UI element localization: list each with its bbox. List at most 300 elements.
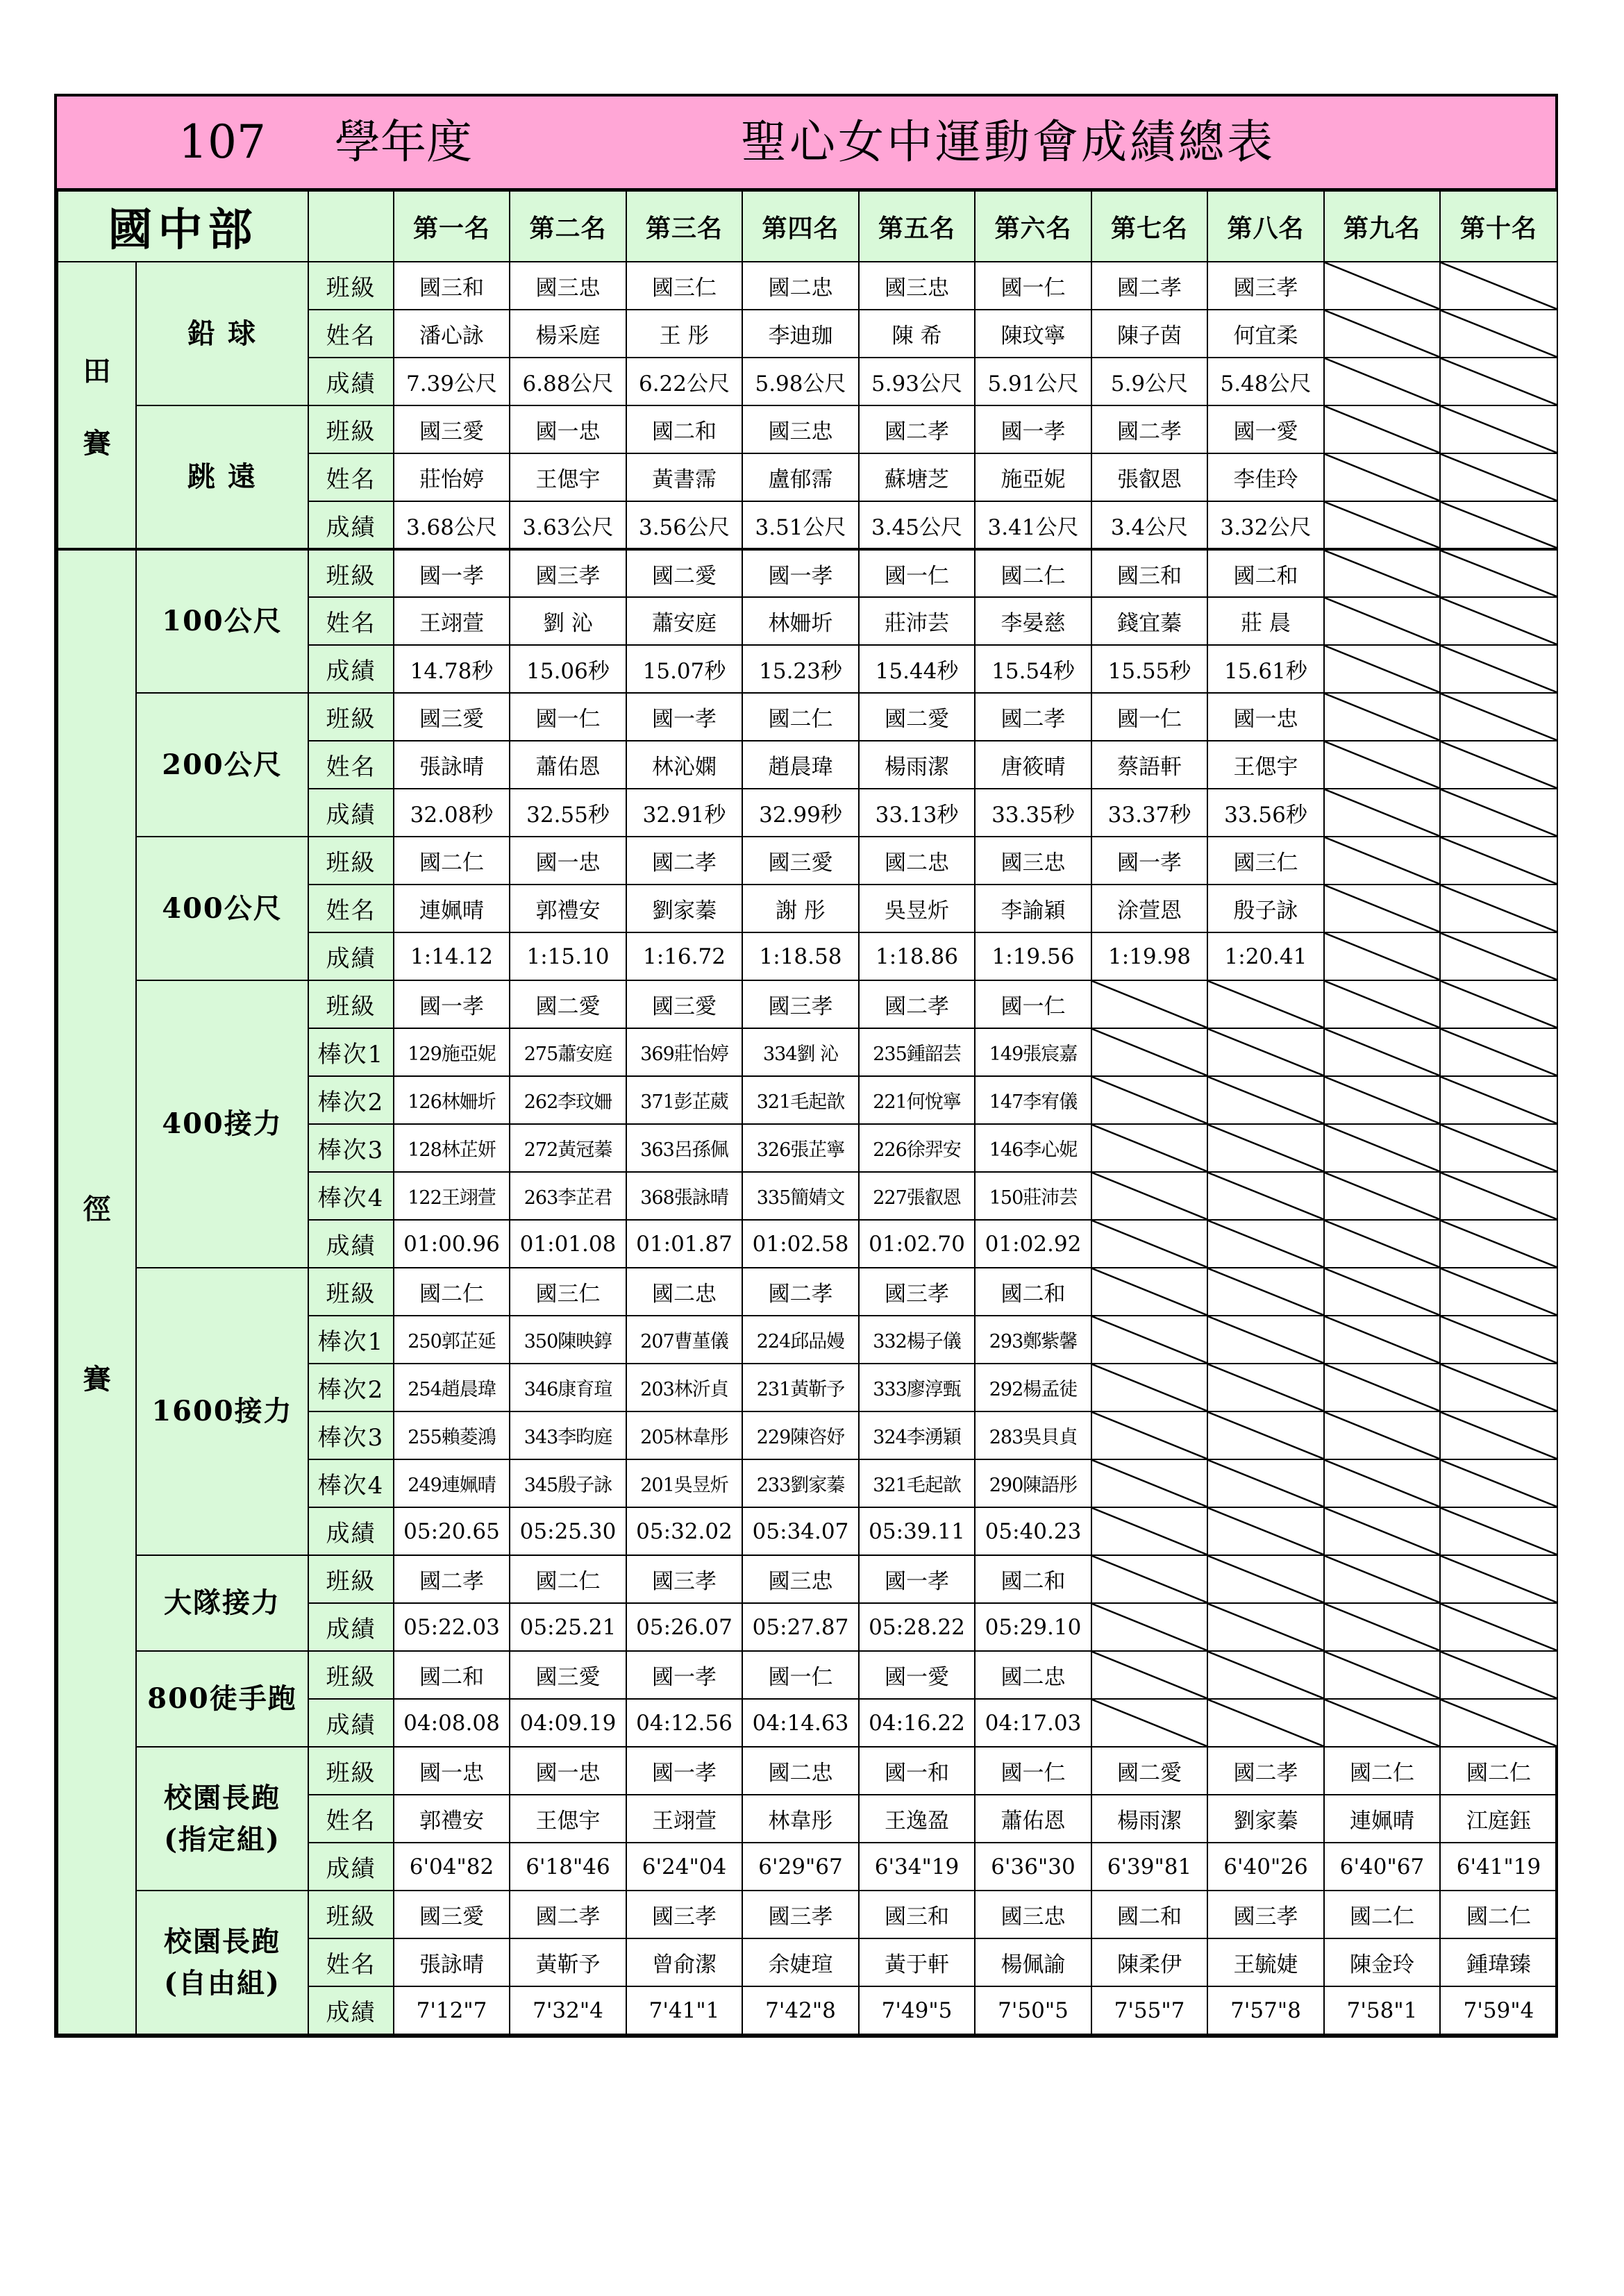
result-cell: 鍾瑋臻 bbox=[1440, 1938, 1557, 1986]
event-name-cell: 100公尺 bbox=[136, 549, 308, 693]
result-cell: 國三愛 bbox=[510, 1651, 626, 1699]
result-cell: 國一仁 bbox=[510, 693, 626, 741]
empty-cell bbox=[1440, 1555, 1557, 1603]
result-cell: 32.55秒 bbox=[510, 789, 626, 837]
result-cell: 黃靳予 bbox=[510, 1938, 626, 1986]
result-cell: 國二孝 bbox=[859, 980, 975, 1028]
result-cell: 國二忠 bbox=[975, 1651, 1091, 1699]
row-label-cell: 棒次3 bbox=[308, 1124, 394, 1172]
result-cell: 國二和 bbox=[394, 1651, 510, 1699]
empty-cell bbox=[1324, 549, 1440, 597]
result-cell: 5.98公尺 bbox=[742, 358, 859, 405]
result-cell: 劉 沁 bbox=[510, 597, 626, 645]
result-cell: 5.9公尺 bbox=[1091, 358, 1207, 405]
result-cell: 368張詠晴 bbox=[626, 1172, 742, 1220]
place-header: 第二名 bbox=[510, 191, 626, 262]
result-cell: 3.4公尺 bbox=[1091, 501, 1207, 549]
row-label-cell: 班級 bbox=[308, 1268, 394, 1316]
result-cell: 國二仁 bbox=[1440, 1747, 1557, 1795]
result-cell: 05:28.22 bbox=[859, 1603, 975, 1651]
result-cell: 莊怡婷 bbox=[394, 453, 510, 501]
result-cell: 郭禮安 bbox=[510, 885, 626, 932]
result-cell: 王 彤 bbox=[626, 310, 742, 358]
result-cell: 莊沛芸 bbox=[859, 597, 975, 645]
results-table bbox=[57, 190, 1558, 2035]
header-row bbox=[58, 191, 1557, 262]
result-cell: 國三孝 bbox=[626, 1891, 742, 1938]
row-label-cell: 成績 bbox=[308, 932, 394, 980]
result-cell: 林韋彤 bbox=[742, 1795, 859, 1843]
result-cell: 6.88公尺 bbox=[510, 358, 626, 405]
empty-cell bbox=[1440, 1316, 1557, 1364]
result-cell: 國二孝 bbox=[742, 1268, 859, 1316]
empty-cell bbox=[1324, 1651, 1440, 1699]
empty-cell bbox=[1324, 885, 1440, 932]
empty-cell bbox=[1207, 1459, 1324, 1507]
empty-cell bbox=[1324, 1507, 1440, 1555]
place-header: 第八名 bbox=[1207, 191, 1324, 262]
result-cell: 國一仁 bbox=[975, 980, 1091, 1028]
place-header: 第五名 bbox=[859, 191, 975, 262]
empty-cell bbox=[1324, 1028, 1440, 1076]
result-cell: 陳玟寧 bbox=[975, 310, 1091, 358]
result-cell: 國三忠 bbox=[510, 262, 626, 310]
result-cell: 149張宸嘉 bbox=[975, 1028, 1091, 1076]
school-year: 107 bbox=[178, 115, 266, 169]
result-cell: 15.07秒 bbox=[626, 645, 742, 693]
result-cell: 國三忠 bbox=[975, 1891, 1091, 1938]
empty-cell bbox=[1440, 980, 1557, 1028]
result-cell: 趙晨瑋 bbox=[742, 741, 859, 789]
row-label-cell: 姓名 bbox=[308, 453, 394, 501]
result-cell: 250郭芷延 bbox=[394, 1316, 510, 1364]
result-cell: 張叡恩 bbox=[1091, 453, 1207, 501]
result-cell: 國一孝 bbox=[975, 405, 1091, 453]
empty-cell bbox=[1207, 1603, 1324, 1651]
result-cell: 國二孝 bbox=[975, 693, 1091, 741]
table-row bbox=[58, 549, 1557, 597]
result-cell: 國三和 bbox=[1091, 549, 1207, 597]
result-cell: 王偲宇 bbox=[510, 453, 626, 501]
result-cell: 國三愛 bbox=[742, 837, 859, 885]
result-cell: 1:19.56 bbox=[975, 932, 1091, 980]
empty-cell bbox=[1440, 645, 1557, 693]
school-year-label: 學年度 bbox=[335, 115, 472, 169]
empty-cell bbox=[1440, 789, 1557, 837]
empty-cell bbox=[1440, 741, 1557, 789]
result-cell: 國二愛 bbox=[626, 549, 742, 597]
empty-cell bbox=[1440, 1364, 1557, 1411]
place-header: 第十名 bbox=[1440, 191, 1557, 262]
result-cell: 01:01.08 bbox=[510, 1220, 626, 1268]
empty-cell bbox=[1324, 741, 1440, 789]
result-cell: 1:14.12 bbox=[394, 932, 510, 980]
row-label-cell: 成績 bbox=[308, 501, 394, 549]
row-label-cell: 班級 bbox=[308, 1555, 394, 1603]
result-cell: 221何悅寧 bbox=[859, 1076, 975, 1124]
result-cell: 王毓婕 bbox=[1207, 1938, 1324, 1986]
empty-cell bbox=[1207, 980, 1324, 1028]
empty-cell bbox=[1324, 980, 1440, 1028]
result-cell: 33.13秒 bbox=[859, 789, 975, 837]
empty-cell bbox=[1324, 1172, 1440, 1220]
result-cell: 04:09.19 bbox=[510, 1699, 626, 1747]
table-row bbox=[58, 1891, 1557, 1938]
empty-cell bbox=[1207, 1364, 1324, 1411]
empty-cell bbox=[1440, 837, 1557, 885]
result-cell: 余婕瑄 bbox=[742, 1938, 859, 1986]
result-cell: 333廖淳甄 bbox=[859, 1364, 975, 1411]
result-cell: 國一孝 bbox=[626, 1747, 742, 1795]
result-cell: 15.23秒 bbox=[742, 645, 859, 693]
row-label-cell: 班級 bbox=[308, 837, 394, 885]
result-cell: 國一孝 bbox=[394, 980, 510, 1028]
result-cell: 國一和 bbox=[859, 1747, 975, 1795]
result-cell: 7'50"5 bbox=[975, 1986, 1091, 2034]
result-cell: 蔡語軒 bbox=[1091, 741, 1207, 789]
result-cell: 350陳映錞 bbox=[510, 1316, 626, 1364]
result-cell: 231黃靳予 bbox=[742, 1364, 859, 1411]
result-cell: 國三愛 bbox=[626, 980, 742, 1028]
result-cell: 國二仁 bbox=[1324, 1891, 1440, 1938]
result-cell: 國二仁 bbox=[394, 837, 510, 885]
result-cell: 陳柔伊 bbox=[1091, 1938, 1207, 1986]
row-label-cell: 班級 bbox=[308, 549, 394, 597]
empty-cell bbox=[1091, 1172, 1207, 1220]
empty-cell bbox=[1440, 453, 1557, 501]
result-cell: 1:20.41 bbox=[1207, 932, 1324, 980]
result-cell: 226徐羿安 bbox=[859, 1124, 975, 1172]
result-cell: 國一仁 bbox=[1091, 693, 1207, 741]
place-header: 第一名 bbox=[394, 191, 510, 262]
result-cell: 國三孝 bbox=[859, 1268, 975, 1316]
section-title: 國中部 bbox=[58, 191, 308, 262]
result-cell: 272黃冠蓁 bbox=[510, 1124, 626, 1172]
row-label-cell: 班級 bbox=[308, 262, 394, 310]
result-cell: 國三忠 bbox=[975, 837, 1091, 885]
result-cell: 國二孝 bbox=[1207, 1747, 1324, 1795]
result-cell: 292楊孟徒 bbox=[975, 1364, 1091, 1411]
result-cell: 334劉 沁 bbox=[742, 1028, 859, 1076]
empty-cell bbox=[1207, 1076, 1324, 1124]
result-cell: 05:27.87 bbox=[742, 1603, 859, 1651]
event-name-cell: 校園長跑 (指定組) bbox=[136, 1747, 308, 1891]
result-cell: 國三仁 bbox=[510, 1268, 626, 1316]
result-cell: 江庭鈺 bbox=[1440, 1795, 1557, 1843]
empty-cell bbox=[1324, 1411, 1440, 1459]
result-cell: 255賴菱鴻 bbox=[394, 1411, 510, 1459]
result-cell: 205林韋彤 bbox=[626, 1411, 742, 1459]
result-cell: 345殷子詠 bbox=[510, 1459, 626, 1507]
empty-cell bbox=[1324, 310, 1440, 358]
row-label-cell: 姓名 bbox=[308, 1795, 394, 1843]
empty-cell bbox=[1207, 1316, 1324, 1364]
result-cell: 殷子詠 bbox=[1207, 885, 1324, 932]
result-cell: 李諭穎 bbox=[975, 885, 1091, 932]
result-cell: 33.35秒 bbox=[975, 789, 1091, 837]
result-cell: 369莊怡婷 bbox=[626, 1028, 742, 1076]
result-cell: 7'42"8 bbox=[742, 1986, 859, 2034]
empty-cell bbox=[1091, 1364, 1207, 1411]
row-label-cell: 成績 bbox=[308, 1843, 394, 1891]
empty-cell bbox=[1207, 1172, 1324, 1220]
result-cell: 7'57"8 bbox=[1207, 1986, 1324, 2034]
result-cell: 126林姍圻 bbox=[394, 1076, 510, 1124]
empty-cell bbox=[1440, 1028, 1557, 1076]
result-cell: 黃書霈 bbox=[626, 453, 742, 501]
result-cell: 國三忠 bbox=[859, 262, 975, 310]
row-label-cell: 姓名 bbox=[308, 1938, 394, 1986]
empty-cell bbox=[1207, 1507, 1324, 1555]
result-cell: 05:34.07 bbox=[742, 1507, 859, 1555]
result-cell: 7'58"1 bbox=[1324, 1986, 1440, 2034]
result-cell: 國二仁 bbox=[1440, 1891, 1557, 1938]
result-cell: 04:12.56 bbox=[626, 1699, 742, 1747]
table-row bbox=[58, 1747, 1557, 1795]
result-cell: 04:08.08 bbox=[394, 1699, 510, 1747]
row-label-cell: 班級 bbox=[308, 1891, 394, 1938]
result-cell: 王翊萱 bbox=[394, 597, 510, 645]
result-cell: 290陳語彤 bbox=[975, 1459, 1091, 1507]
result-cell: 01:02.70 bbox=[859, 1220, 975, 1268]
result-cell: 1:18.58 bbox=[742, 932, 859, 980]
empty-cell bbox=[1207, 1651, 1324, 1699]
empty-cell bbox=[1440, 693, 1557, 741]
result-cell: 3.68公尺 bbox=[394, 501, 510, 549]
result-cell: 05:25.21 bbox=[510, 1603, 626, 1651]
result-cell: 蘇塘芝 bbox=[859, 453, 975, 501]
result-cell: 05:29.10 bbox=[975, 1603, 1091, 1651]
empty-cell bbox=[1440, 1124, 1557, 1172]
table-row bbox=[58, 693, 1557, 741]
result-cell: 263李芷君 bbox=[510, 1172, 626, 1220]
result-cell: 國二孝 bbox=[1091, 262, 1207, 310]
result-cell: 國二愛 bbox=[859, 693, 975, 741]
result-cell: 國二和 bbox=[1091, 1891, 1207, 1938]
result-cell: 國三孝 bbox=[1207, 262, 1324, 310]
result-cell: 6'04"82 bbox=[394, 1843, 510, 1891]
empty-cell bbox=[1324, 405, 1440, 453]
result-cell: 235鍾韶芸 bbox=[859, 1028, 975, 1076]
place-header: 第九名 bbox=[1324, 191, 1440, 262]
result-cell: 227張叡恩 bbox=[859, 1172, 975, 1220]
empty-cell bbox=[1324, 645, 1440, 693]
result-cell: 224邱品嫚 bbox=[742, 1316, 859, 1364]
result-cell: 盧郁霈 bbox=[742, 453, 859, 501]
result-cell: 01:01.87 bbox=[626, 1220, 742, 1268]
empty-cell bbox=[1207, 1028, 1324, 1076]
row-label-cell: 棒次2 bbox=[308, 1364, 394, 1411]
empty-cell bbox=[1091, 1316, 1207, 1364]
result-cell: 國二和 bbox=[975, 1555, 1091, 1603]
row-label-cell: 棒次4 bbox=[308, 1459, 394, 1507]
result-cell: 國三孝 bbox=[510, 549, 626, 597]
result-cell: 國二仁 bbox=[510, 1555, 626, 1603]
row-label-cell: 班級 bbox=[308, 1747, 394, 1795]
result-cell: 國三孝 bbox=[626, 1555, 742, 1603]
empty-cell bbox=[1440, 932, 1557, 980]
result-cell: 326張芷寧 bbox=[742, 1124, 859, 1172]
result-cell: 連姵晴 bbox=[394, 885, 510, 932]
result-cell: 國一忠 bbox=[394, 1747, 510, 1795]
result-cell: 國二孝 bbox=[394, 1555, 510, 1603]
result-cell: 33.37秒 bbox=[1091, 789, 1207, 837]
row-label-cell: 班級 bbox=[308, 405, 394, 453]
result-cell: 蕭安庭 bbox=[626, 597, 742, 645]
empty-cell bbox=[1440, 1651, 1557, 1699]
result-cell: 3.32公尺 bbox=[1207, 501, 1324, 549]
result-cell: 國二孝 bbox=[510, 1891, 626, 1938]
result-cell: 國二和 bbox=[626, 405, 742, 453]
result-cell: 7'49"5 bbox=[859, 1986, 975, 2034]
row-label-cell: 班級 bbox=[308, 980, 394, 1028]
result-cell: 249連姵晴 bbox=[394, 1459, 510, 1507]
result-cell: 01:00.96 bbox=[394, 1220, 510, 1268]
empty-cell bbox=[1324, 597, 1440, 645]
result-cell: 6'18"46 bbox=[510, 1843, 626, 1891]
result-cell: 張詠晴 bbox=[394, 741, 510, 789]
result-cell: 國一孝 bbox=[626, 1651, 742, 1699]
empty-cell bbox=[1440, 501, 1557, 549]
empty-cell bbox=[1324, 1316, 1440, 1364]
result-cell: 275蕭安庭 bbox=[510, 1028, 626, 1076]
empty-cell bbox=[1324, 693, 1440, 741]
result-cell: 05:22.03 bbox=[394, 1603, 510, 1651]
result-cell: 國二孝 bbox=[1091, 405, 1207, 453]
result-cell: 國一孝 bbox=[626, 693, 742, 741]
result-cell: 6'34"19 bbox=[859, 1843, 975, 1891]
result-cell: 32.08秒 bbox=[394, 789, 510, 837]
result-cell: 國一忠 bbox=[1207, 693, 1324, 741]
empty-cell bbox=[1324, 932, 1440, 980]
empty-cell bbox=[1440, 885, 1557, 932]
empty-cell bbox=[1091, 1459, 1207, 1507]
place-header: 第七名 bbox=[1091, 191, 1207, 262]
document-title: 聖心女中運動會成績總表 bbox=[741, 115, 1275, 169]
result-cell: 229陳咨妤 bbox=[742, 1411, 859, 1459]
result-cell: 國一仁 bbox=[859, 549, 975, 597]
result-cell: 233劉家蓁 bbox=[742, 1459, 859, 1507]
result-cell: 李晏慈 bbox=[975, 597, 1091, 645]
result-cell: 國三孝 bbox=[742, 1891, 859, 1938]
result-cell: 6'40"26 bbox=[1207, 1843, 1324, 1891]
result-cell: 黃于軒 bbox=[859, 1938, 975, 1986]
result-cell: 國一忠 bbox=[510, 405, 626, 453]
empty-cell bbox=[1440, 1603, 1557, 1651]
result-cell: 張詠晴 bbox=[394, 1938, 510, 1986]
empty-cell bbox=[1324, 501, 1440, 549]
result-cell: 04:17.03 bbox=[975, 1699, 1091, 1747]
result-cell: 國一孝 bbox=[394, 549, 510, 597]
row-label-cell: 班級 bbox=[308, 693, 394, 741]
result-cell: 國二和 bbox=[975, 1268, 1091, 1316]
table-row bbox=[58, 980, 1557, 1028]
result-cell: 201吳昱炘 bbox=[626, 1459, 742, 1507]
result-cell: 150莊沛芸 bbox=[975, 1172, 1091, 1220]
result-cell: 國一仁 bbox=[975, 262, 1091, 310]
result-cell: 6'39"81 bbox=[1091, 1843, 1207, 1891]
result-cell: 15.06秒 bbox=[510, 645, 626, 693]
event-name-cell: 200公尺 bbox=[136, 693, 308, 837]
result-cell: 國一仁 bbox=[975, 1747, 1091, 1795]
result-cell: 曾俞潔 bbox=[626, 1938, 742, 1986]
result-cell: 國三愛 bbox=[394, 693, 510, 741]
result-cell: 15.54秒 bbox=[975, 645, 1091, 693]
row-label-cell: 棒次1 bbox=[308, 1316, 394, 1364]
result-cell: 國二忠 bbox=[626, 1268, 742, 1316]
empty-cell bbox=[1207, 1124, 1324, 1172]
result-cell: 363呂孫佩 bbox=[626, 1124, 742, 1172]
empty-cell bbox=[1324, 1268, 1440, 1316]
table-row bbox=[58, 837, 1557, 885]
empty-cell bbox=[1091, 1603, 1207, 1651]
result-cell: 128林芷妍 bbox=[394, 1124, 510, 1172]
result-cell: 國三忠 bbox=[742, 1555, 859, 1603]
empty-cell bbox=[1440, 1268, 1557, 1316]
result-cell: 15.61秒 bbox=[1207, 645, 1324, 693]
result-cell: 3.51公尺 bbox=[742, 501, 859, 549]
result-cell: 國一孝 bbox=[859, 1555, 975, 1603]
result-cell: 254趙晨瑋 bbox=[394, 1364, 510, 1411]
empty-cell bbox=[1091, 1124, 1207, 1172]
result-cell: 國一愛 bbox=[859, 1651, 975, 1699]
result-cell: 1:15.10 bbox=[510, 932, 626, 980]
empty-cell bbox=[1324, 1699, 1440, 1747]
result-cell: 33.56秒 bbox=[1207, 789, 1324, 837]
result-cell: 6.22公尺 bbox=[626, 358, 742, 405]
event-name-cell: 鉛 球 bbox=[136, 262, 308, 405]
category-cell: 徑 賽 bbox=[58, 549, 136, 2034]
result-cell: 346康育瑄 bbox=[510, 1364, 626, 1411]
result-cell: 3.45公尺 bbox=[859, 501, 975, 549]
result-cell: 國二仁 bbox=[394, 1268, 510, 1316]
result-cell: 王翊萱 bbox=[626, 1795, 742, 1843]
empty-cell bbox=[1324, 1603, 1440, 1651]
row-label-cell: 棒次3 bbox=[308, 1411, 394, 1459]
result-cell: 15.55秒 bbox=[1091, 645, 1207, 693]
result-cell: 吳昱炘 bbox=[859, 885, 975, 932]
empty-cell bbox=[1440, 1220, 1557, 1268]
row-label-cell: 成績 bbox=[308, 645, 394, 693]
empty-cell bbox=[1207, 1220, 1324, 1268]
result-cell: 6'24"04 bbox=[626, 1843, 742, 1891]
result-cell: 國一孝 bbox=[742, 549, 859, 597]
result-cell: 203林沂貞 bbox=[626, 1364, 742, 1411]
result-cell: 國三仁 bbox=[1207, 837, 1324, 885]
result-cell: 國三和 bbox=[394, 262, 510, 310]
empty-cell bbox=[1091, 980, 1207, 1028]
empty-cell bbox=[1324, 1555, 1440, 1603]
result-cell: 莊 晨 bbox=[1207, 597, 1324, 645]
result-cell: 國三忠 bbox=[742, 405, 859, 453]
row-label-cell: 姓名 bbox=[308, 310, 394, 358]
result-cell: 332楊子儀 bbox=[859, 1316, 975, 1364]
event-name-cell: 大隊接力 bbox=[136, 1555, 308, 1651]
result-cell: 劉家蓁 bbox=[1207, 1795, 1324, 1843]
result-cell: 國二和 bbox=[1207, 549, 1324, 597]
result-cell: 343李昀庭 bbox=[510, 1411, 626, 1459]
result-cell: 國一孝 bbox=[1091, 837, 1207, 885]
result-cell: 陳子茵 bbox=[1091, 310, 1207, 358]
result-cell: 國二孝 bbox=[626, 837, 742, 885]
result-cell: 國二孝 bbox=[859, 405, 975, 453]
empty-cell bbox=[1324, 837, 1440, 885]
result-cell: 3.41公尺 bbox=[975, 501, 1091, 549]
result-cell: 楊佩諭 bbox=[975, 1938, 1091, 1986]
event-name-cell: 400公尺 bbox=[136, 837, 308, 980]
empty-cell bbox=[1324, 262, 1440, 310]
result-cell: 國二愛 bbox=[510, 980, 626, 1028]
